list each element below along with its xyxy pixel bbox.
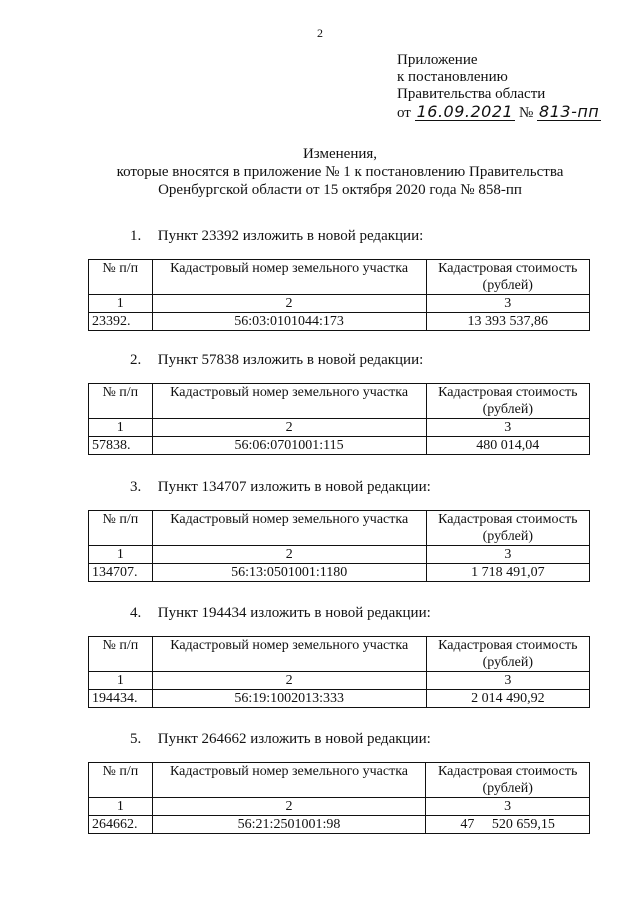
index-2: 2 [152, 546, 426, 564]
handwritten-number: 813-пп [539, 102, 600, 121]
index-2: 2 [152, 295, 426, 313]
section-number: 5. [130, 731, 142, 747]
page-number: 2 [317, 26, 323, 40]
from-label: от [397, 105, 411, 121]
document-title [90, 145, 590, 199]
cadastral-table [88, 762, 590, 834]
table-header-row [89, 763, 590, 798]
header-cadastral-value: Кадастровая стоимость (рублей) [426, 763, 590, 798]
header-number: № п/п [89, 511, 153, 546]
amendment-section [88, 228, 588, 331]
cadastral-table [88, 259, 590, 331]
row-id: 194434. [89, 690, 153, 708]
row-cadastral-number: 56:06:0701001:115 [152, 437, 426, 455]
section-text: Пункт 23392 изложить в новой редакции: [157, 228, 424, 244]
index-1: 1 [89, 672, 153, 690]
index-1: 1 [89, 546, 153, 564]
section-number: 2. [130, 352, 142, 368]
row-cadastral-number: 56:03:0101044:173 [152, 313, 426, 331]
header-cadastral-number: Кадастровый номер земельного участка [152, 511, 426, 546]
row-id: 57838. [89, 437, 153, 455]
table-header-row [89, 260, 590, 295]
index-1: 1 [89, 798, 153, 816]
appendix-block [397, 52, 601, 122]
cadastral-table [88, 636, 590, 708]
index-3: 3 [426, 672, 589, 690]
table-index-row [89, 419, 590, 437]
table-header-row [89, 511, 590, 546]
header-cadastral-value: Кадастровая стоимость (рублей) [426, 637, 589, 672]
table-index-row [89, 798, 590, 816]
title-line-3: Оренбургской области от 15 октября 2020 года № 858-пп [158, 182, 522, 198]
table-index-row [89, 546, 590, 564]
table-row [89, 313, 590, 331]
row-cadastral-value: 480 014,04 [426, 437, 589, 455]
section-heading [130, 228, 588, 248]
section-heading [130, 479, 588, 499]
table-row [89, 437, 590, 455]
section-text: Пункт 134707 изложить в новой редакции: [157, 479, 431, 495]
appendix-line-1: Приложение [397, 52, 478, 68]
table-header-row [89, 637, 590, 672]
index-3: 3 [426, 798, 590, 816]
header-cadastral-value: Кадастровая стоимость (рублей) [426, 511, 589, 546]
header-cadastral-number: Кадастровый номер земельного участка [152, 260, 426, 295]
appendix-line-2: к постановлению [397, 69, 508, 85]
row-cadastral-number: 56:19:1002013:333 [152, 690, 426, 708]
amendment-section [88, 731, 588, 834]
cadastral-table [88, 383, 590, 455]
index-3: 3 [426, 419, 589, 437]
section-heading [130, 605, 588, 625]
table-header-row [89, 384, 590, 419]
title-line-1: Изменения, [302, 146, 378, 162]
index-2: 2 [152, 798, 426, 816]
index-1: 1 [89, 419, 153, 437]
row-cadastral-value: 13 393 537,86 [426, 313, 589, 331]
row-cadastral-value: 47 520 659,15 [426, 816, 590, 834]
section-heading [130, 352, 588, 372]
table-row [89, 564, 590, 582]
row-id: 134707. [89, 564, 153, 582]
section-heading [130, 731, 588, 751]
header-cadastral-number: Кадастровый номер земельного участка [152, 637, 426, 672]
header-cadastral-value: Кадастровая стоимость (рублей) [426, 384, 589, 419]
header-cadastral-number: Кадастровый номер земельного участка [152, 384, 426, 419]
index-2: 2 [152, 419, 426, 437]
section-number: 1. [130, 228, 142, 244]
section-number: 4. [130, 605, 142, 621]
index-2: 2 [152, 672, 426, 690]
amendment-section [88, 479, 588, 582]
row-cadastral-value: 2 014 490,92 [426, 690, 589, 708]
amendment-section [88, 352, 588, 455]
section-text: Пункт 264662 изложить в новой редакции: [157, 731, 431, 747]
table-index-row [89, 295, 590, 313]
index-3: 3 [426, 546, 589, 564]
cadastral-table [88, 510, 590, 582]
title-line-2: которые вносятся в приложение № 1 к постановлению Правительства [116, 164, 564, 180]
appendix-date-line [397, 103, 601, 122]
row-id: 23392. [89, 313, 153, 331]
header-cadastral-number: Кадастровый номер земельного участка [152, 763, 426, 798]
section-text: Пункт 57838 изложить в новой редакции: [157, 352, 424, 368]
header-number: № п/п [89, 763, 153, 798]
table-row [89, 816, 590, 834]
section-number: 3. [130, 479, 142, 495]
row-id: 264662. [89, 816, 153, 834]
appendix-line-3: Правительства области [397, 86, 546, 102]
amendment-section [88, 605, 588, 708]
index-1: 1 [89, 295, 153, 313]
header-number: № п/п [89, 637, 153, 672]
index-3: 3 [426, 295, 589, 313]
table-index-row [89, 672, 590, 690]
header-number: № п/п [89, 384, 153, 419]
row-cadastral-number: 56:21:2501001:98 [152, 816, 426, 834]
handwritten-date: 16.09.2021 [416, 102, 514, 121]
section-text: Пункт 194434 изложить в новой редакции: [157, 605, 431, 621]
number-label: № [518, 105, 534, 121]
header-number: № п/п [89, 260, 153, 295]
table-row [89, 690, 590, 708]
row-cadastral-value: 1 718 491,07 [426, 564, 589, 582]
row-cadastral-number: 56:13:0501001:1180 [152, 564, 426, 582]
header-cadastral-value: Кадастровая стоимость (рублей) [426, 260, 589, 295]
